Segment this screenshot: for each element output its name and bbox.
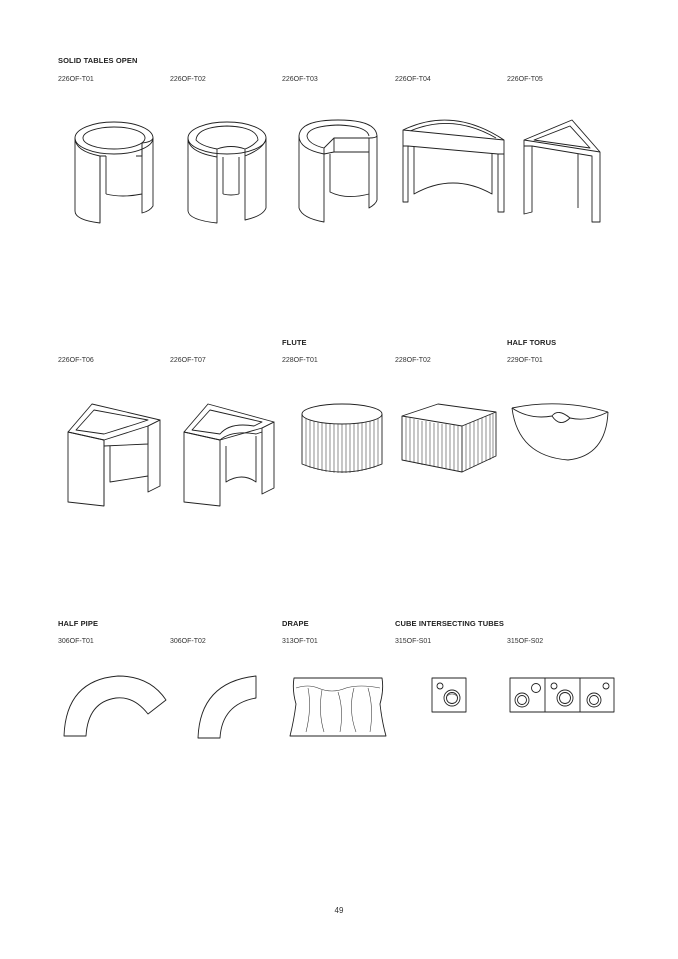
- square-curved-table-icon: [180, 402, 280, 510]
- product-code: 226OF-T06: [58, 357, 94, 364]
- open-cylinder-table-notch-icon: [183, 116, 273, 228]
- product-code: 228OF-T01: [282, 357, 318, 364]
- product-code: 306OF-T01: [58, 638, 94, 645]
- half-torus-bowl-icon: [508, 400, 612, 464]
- fluted-cube-icon: [398, 402, 498, 480]
- cube-tubes-single-icon: [430, 676, 468, 714]
- fluted-drum-icon: [300, 402, 386, 478]
- open-cylinder-table-cut-icon: [294, 116, 384, 228]
- product-code: 226OF-T07: [170, 357, 206, 364]
- section-heading-half-torus: HALF TORUS: [507, 338, 557, 347]
- triangle-table-icon: [520, 116, 604, 226]
- product-code: 226OF-T05: [507, 76, 543, 83]
- draped-table-icon: [288, 674, 388, 740]
- product-code: 229OF-T01: [507, 357, 543, 364]
- product-code: 315OF-S01: [395, 638, 432, 645]
- product-code: 228OF-T02: [395, 357, 431, 364]
- section-heading-flute: FLUTE: [282, 338, 307, 347]
- page-number: 49: [334, 906, 344, 915]
- cube-tubes-triple-icon: [508, 676, 616, 714]
- product-code: 226OF-T04: [395, 76, 431, 83]
- product-code: 313OF-T01: [282, 638, 318, 645]
- product-code: 226OF-T02: [170, 76, 206, 83]
- square-open-table-icon: [64, 402, 164, 510]
- section-heading-solid-tables-open: SOLID TABLES OPEN: [58, 56, 138, 65]
- half-pipe-arc-icon: [62, 670, 168, 740]
- section-heading-cube-intersecting-tubes: CUBE INTERSECTING TUBES: [395, 619, 504, 628]
- product-code: 315OF-S02: [507, 638, 544, 645]
- product-code: 226OF-T03: [282, 76, 318, 83]
- product-code: 306OF-T02: [170, 638, 206, 645]
- open-cylinder-table-icon: [70, 116, 160, 228]
- section-heading-drape: DRAPE: [282, 619, 309, 628]
- half-round-table-icon: [398, 116, 508, 216]
- product-code: 226OF-T01: [58, 76, 94, 83]
- section-heading-half-pipe: HALF PIPE: [58, 619, 99, 628]
- quarter-pipe-arc-icon: [196, 672, 260, 742]
